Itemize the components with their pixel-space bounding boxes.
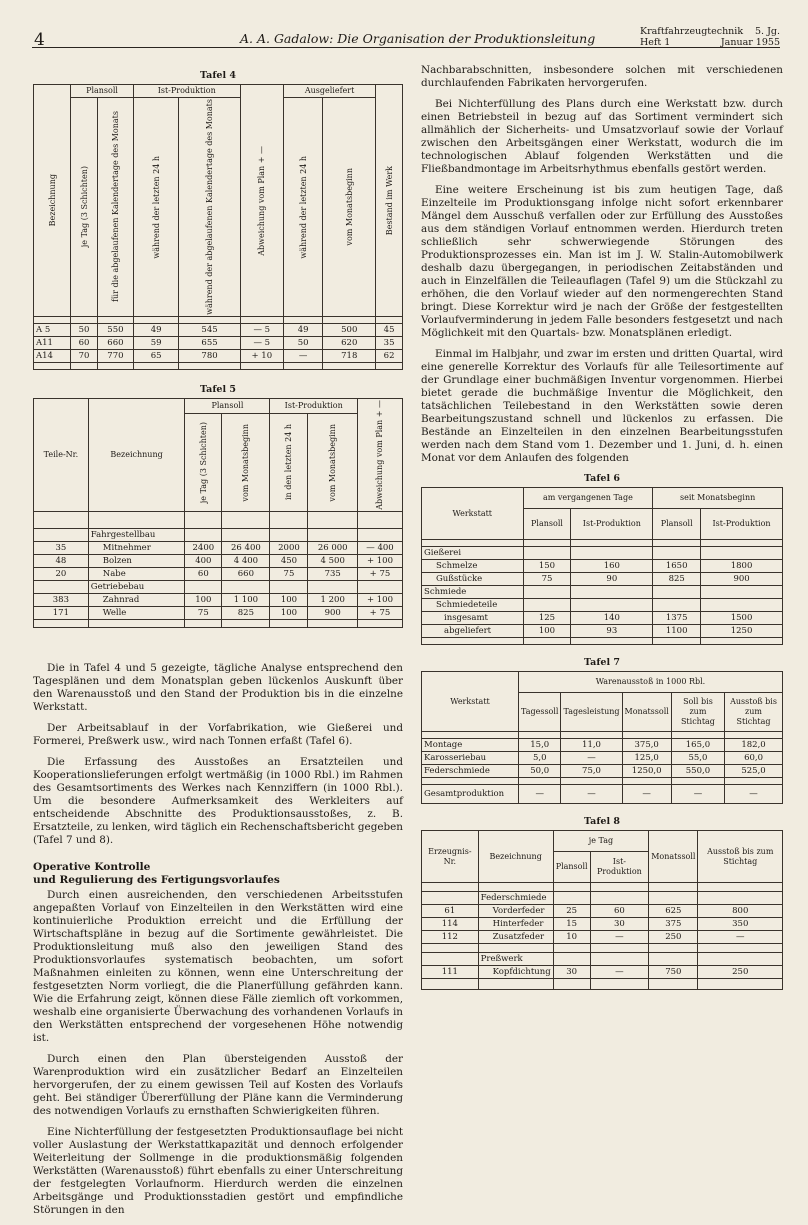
table-cell: 2400	[185, 541, 222, 554]
table-cell: 62	[376, 349, 403, 362]
table4-caption: Tafel 4	[200, 70, 236, 81]
table-row	[422, 752, 783, 765]
right-column	[421, 64, 783, 990]
table-cell: Mitnehmer	[88, 541, 185, 554]
table-cell: 660	[97, 336, 133, 349]
table-row	[422, 560, 783, 573]
t8-head-plansoll: Plansoll	[553, 852, 590, 883]
table-cell: 25	[553, 905, 590, 918]
paragraph: Die Erfassung des Ausstoßes an Ersatzteilen und Kooperationslieferungen erfolgt wertmäßig (in 1000 Rbl.) im Rahmen des Gesamtsortiments des Werkes nach Kennziffern (in 1000 Rbl.). Um die besondere Aufmerksamkeit des Werkleiters auf entscheidende Abschnitte des Produktionsausstoßes, z. B. Ersatzteile, zu lenken, wird täglich ein Rechenschaftsbericht gegeben (Tafel 7 und 8).	[33, 755, 403, 846]
t7-head-warenausstoss: Warenausstoß in 1000 Rbl.	[519, 672, 783, 693]
t7-head-tagessoll: Tagessoll	[519, 693, 561, 732]
table-cell: 525,0	[725, 765, 783, 778]
journal-issue: Heft 1	[640, 37, 671, 48]
table-cell: 15	[553, 918, 590, 931]
table-cell: 660	[222, 567, 270, 580]
table-cell: Vorderfeder	[478, 905, 553, 918]
page-number: 4	[34, 30, 45, 50]
table-row	[422, 612, 783, 625]
t7-head-ausstoss-stichtag: Ausstoß bis zum Stichtag	[725, 693, 783, 732]
t6-head-ist: Ist-Produktion	[571, 509, 653, 540]
table-cell: —	[622, 785, 671, 804]
table-row	[422, 573, 783, 586]
table-cell: —	[283, 349, 322, 362]
table-cell: 2000	[270, 541, 308, 554]
table-cell: —	[590, 931, 649, 944]
table-cell: Karosseriebau	[422, 752, 519, 765]
t5-head-vommonat2: vom Monatsbeginn	[328, 423, 338, 502]
table-cell: 140	[571, 612, 653, 625]
t5-head-letzten24: in den letzten 24 h	[284, 424, 294, 501]
table-cell: insgesamt	[422, 612, 524, 625]
table-cell: 100	[270, 606, 308, 619]
paragraph: Durch einen den Plan übersteigenden Ausstoß der Warenproduktion wird ein zusätzlicher Bedarf an Einzelteilen hervorgerufen, der zu einem gewissen Teil auf Kosten des Vorlaufs geht. Bei ständiger Übererfüllung der Pläne kann die Verminderung des notwendigen Vorlaufs zu ernsthaften Schwierigkeiten führen.	[33, 1052, 403, 1117]
table-cell: 450	[270, 554, 308, 567]
table-cell: A 5	[34, 323, 71, 336]
table4	[33, 84, 403, 370]
table-cell: 900	[701, 573, 783, 586]
table-row	[34, 336, 403, 349]
table-cell: 10	[553, 931, 590, 944]
table-cell: 735	[308, 567, 358, 580]
table-cell: 1650	[653, 560, 701, 573]
table-cell: Bolzen	[88, 554, 185, 567]
table-cell: Kopfdichtung	[478, 966, 553, 979]
table-cell: 100	[185, 593, 222, 606]
table-cell: —	[725, 785, 783, 804]
table-cell: 26 000	[308, 541, 358, 554]
section-heading-line1: Operative Kontrolle	[33, 860, 151, 873]
table-cell: 171	[34, 606, 89, 619]
table-row	[422, 739, 783, 752]
table-cell: 11,0	[561, 739, 622, 752]
t5-head-plansoll: Plansoll	[185, 398, 270, 413]
table-cell: 182,0	[725, 739, 783, 752]
table-cell: 100	[270, 593, 308, 606]
table-row	[422, 931, 783, 944]
table-cell: —	[561, 785, 622, 804]
table-cell: 383	[34, 593, 89, 606]
table-cell: 655	[179, 336, 240, 349]
table-row	[34, 528, 403, 541]
table-row	[422, 953, 783, 966]
table-cell: 26 400	[222, 541, 270, 554]
t4-head-bestand: Bestand im Werk	[384, 165, 394, 236]
table-cell: 111	[422, 966, 479, 979]
table-cell: 625	[649, 905, 698, 918]
t4-head-plansoll: Plansoll	[71, 85, 134, 98]
journal-date: Januar 1955	[720, 37, 780, 48]
table-cell: 100	[523, 625, 571, 638]
table-cell: 50	[71, 323, 98, 336]
table-cell: 60	[71, 336, 98, 349]
table-row	[34, 567, 403, 580]
journal-volume: 5. Jg.	[755, 26, 780, 37]
t4-head-abgelaufenen: für die abgelaufenen Kalendertage des Monats	[110, 111, 120, 303]
left-column	[33, 64, 403, 1225]
table-cell: + 75	[357, 606, 402, 619]
table-row	[422, 599, 783, 612]
table-cell: 250	[649, 931, 698, 944]
paragraph: Der Arbeitsablauf in der Vorfabrikation, wie Gießerei und Formerei, Preßwerk usw., wird nach Tonnen erfaßt (Tafel 6).	[33, 721, 403, 747]
table-row	[422, 765, 783, 778]
table-cell: 150	[523, 560, 571, 573]
t5-head-abweichung: Abweichung vom Plan + —	[375, 399, 385, 510]
table-row	[422, 918, 783, 931]
table-cell: Federschmiede	[478, 892, 553, 905]
table-cell: Hinterfeder	[478, 918, 553, 931]
table-cell: — 400	[357, 541, 402, 554]
table-cell: A14	[34, 349, 71, 362]
table-cell: 5,0	[519, 752, 561, 765]
table-cell: 4 500	[308, 554, 358, 567]
table-cell: + 100	[357, 554, 402, 567]
table-cell: 900	[308, 606, 358, 619]
table-row	[422, 547, 783, 560]
table-cell: 1 100	[222, 593, 270, 606]
t4-head-ausgeliefert: Ausgeliefert	[283, 85, 375, 98]
table-cell: 165,0	[671, 739, 724, 752]
table-cell: 125	[523, 612, 571, 625]
table-cell: Getriebebau	[88, 580, 185, 593]
paragraph: Die in Tafel 4 und 5 gezeigte, tägliche Analyse entsprechend den Tagesplänen und dem Monatsplan geben lückenlos Auskunft über den Warenausstoß und den Stand der Produktion bis in die einzelne Werkstatt.	[33, 661, 403, 713]
table-cell: 61	[422, 905, 479, 918]
table-cell: 1800	[701, 560, 783, 573]
table-cell: 620	[323, 336, 376, 349]
table8-caption: Tafel 8	[584, 816, 620, 827]
table-cell: + 75	[357, 567, 402, 580]
t8-head-ist: Ist-Produktion	[590, 852, 649, 883]
table-cell: 800	[698, 905, 783, 918]
table-cell: Schmelze	[422, 560, 524, 573]
table-cell: 93	[571, 625, 653, 638]
t5-head-bezeichnung: Bezeichnung	[88, 398, 185, 511]
journal-info	[640, 26, 780, 48]
paragraph: Einmal im Halbjahr, und zwar im ersten und dritten Quartal, wird eine generelle Korrektur des Vorlaufs für alle Teilesortimente auf der Grundlage einer buchmäßigen Inventur vorgenommen. Hierbei bietet gerade die buchmäßige Inventur die Möglichkeit, den tatsächlichen Teilebestand in den Werkstätten sowie deren Bearbeitungszustand schnell und lückenlos zu erfassen. Die Bestände an Einzelteilen in den einzelnen Bearbeitungsstufen werden nach dem Stand vom 1. Dezember und 1. Juni, d. h. einen Monat vor dem Anlaufen des folgenden	[421, 348, 783, 464]
paragraph: Durch einen ausreichenden, den verschiedenen Arbeitsstufen angepaßten Vorlauf von Einzelteilen in den Werkstätten wird eine kontinuierliche Produktion erreicht und die Erfüllung der Wirtschaftspläne in bezug auf die Sortimente gewährleistet. Die Produktionsleitung muß also den jeweiligen Stand des Produktionsvorlaufes systematisch beobachten, um sofort Maßnahmen einleiten zu können, wenn eine Unterschreitung der festgesetzten Norm vorliegt, die die Planerfüllung gefährden kann. Wie die Erfahrung zeigt, können diese Fälle ziemlich oft vorkommen, weshalb eine organisierte Überwachung des vorhandenen Vorlaufs in den Werkstätten entsprechend der vorgesehenen Höhe notwendig ist.	[33, 888, 403, 1044]
table-cell: 780	[179, 349, 240, 362]
t6-head-plansoll: Plansoll	[523, 509, 571, 540]
t4-head-bezeichnung: Bezeichnung	[47, 174, 57, 227]
table-cell: 55,0	[671, 752, 724, 765]
table-cell: 1375	[653, 612, 701, 625]
table-cell: Welle	[88, 606, 185, 619]
table8	[421, 830, 783, 990]
t5-head-vommonat: vom Monatsbeginn	[241, 423, 251, 502]
table6-caption: Tafel 6	[584, 473, 620, 484]
table-cell: Fahrgestellbau	[88, 528, 185, 541]
table-cell: 75	[270, 567, 308, 580]
page-header	[0, 26, 808, 56]
running-title: A. A. Gadalow: Die Organisation der Produktionsleitung	[240, 31, 596, 46]
paragraph: Nachbarabschnitten, insbesondere solchen mit verschiedenen durchlaufenden Fabrikaten hervorgerufen.	[421, 64, 783, 89]
table-cell: 15,0	[519, 739, 561, 752]
table5-caption: Tafel 5	[200, 383, 236, 395]
table-cell: 1500	[701, 612, 783, 625]
table-row	[34, 593, 403, 606]
table-row	[422, 966, 783, 979]
t7-head-soll-stichtag: Soll bis zum Stichtag	[671, 693, 724, 732]
table-cell: 1250	[701, 625, 783, 638]
t5-head-ist: Ist-Produktion	[270, 398, 357, 413]
table-cell: 50	[283, 336, 322, 349]
table-cell: 350	[698, 918, 783, 931]
table-cell: —	[590, 966, 649, 979]
table-row	[34, 554, 403, 567]
table-row	[422, 892, 783, 905]
table6	[421, 487, 783, 645]
table-cell: Zahnrad	[88, 593, 185, 606]
table-cell: Gesamtproduktion	[422, 785, 519, 804]
journal-name: Kraftfahrzeugtechnik	[640, 26, 744, 37]
table-cell: Gießerei	[422, 547, 524, 560]
table-cell: 30	[590, 918, 649, 931]
table-row	[34, 580, 403, 593]
t4-head-abweichung: Abweichung vom Plan + —	[257, 145, 267, 256]
table-row	[34, 323, 403, 336]
table-cell: Schmiedeteile	[422, 599, 524, 612]
table-cell: 750	[649, 966, 698, 979]
table-cell: 1 200	[308, 593, 358, 606]
table-cell: Gußstücke	[422, 573, 524, 586]
table-cell: 60	[185, 567, 222, 580]
table-cell: 90	[571, 573, 653, 586]
t4-head-abgelaufenen2: während der abgelaufenen Kalendertage des Monats	[205, 99, 215, 315]
table-cell: 112	[422, 931, 479, 944]
t8-head-ausstoss: Ausstoß bis zum Stichtag	[698, 831, 783, 883]
table-cell: 75	[523, 573, 571, 586]
table-cell: —	[561, 752, 622, 765]
t8-head-jetag: je Tag	[553, 831, 649, 852]
table-row	[422, 785, 783, 804]
t5-head-jetag: je Tag (3 Schichten)	[198, 421, 208, 503]
table-cell: 1100	[653, 625, 701, 638]
table-cell: Montage	[422, 739, 519, 752]
table-cell: 375,0	[622, 739, 671, 752]
table-cell: A11	[34, 336, 71, 349]
table7	[421, 671, 783, 804]
t7-head-monatssoll: Monatssoll	[622, 693, 671, 732]
table-cell: 75,0	[561, 765, 622, 778]
t6-head-ist2: Ist-Produktion	[701, 509, 783, 540]
table-cell: Nabe	[88, 567, 185, 580]
t5-head-teilenr: Teile-Nr.	[34, 398, 89, 511]
t6-head-plansoll2: Plansoll	[653, 509, 701, 540]
section-heading-line2: und Regulierung des Fertigungsvorlaufes	[33, 873, 280, 886]
table-cell: Preßwerk	[478, 953, 553, 966]
table-row	[422, 586, 783, 599]
table-cell: 59	[133, 336, 179, 349]
t6-head-vergangen: am vergangenen Tage	[523, 488, 653, 509]
table-cell: 35	[376, 336, 403, 349]
t7-head-tagesleistung: Tagesleistung	[561, 693, 622, 732]
table-cell: 550,0	[671, 765, 724, 778]
t7-head-werkstatt: Werkstatt	[422, 672, 519, 732]
table-cell: — 5	[240, 336, 283, 349]
table-cell: 60	[590, 905, 649, 918]
t4-head-letzten24: während der letzten 24 h	[151, 155, 161, 259]
table-row	[422, 905, 783, 918]
table-cell: 60,0	[725, 752, 783, 765]
table-cell: 375	[649, 918, 698, 931]
table-cell: 114	[422, 918, 479, 931]
table-cell: 49	[133, 323, 179, 336]
table-cell: — 5	[240, 323, 283, 336]
t6-head-werkstatt: Werkstatt	[422, 488, 524, 540]
table-cell: 50,0	[519, 765, 561, 778]
paragraph: Eine weitere Erscheinung ist bis zum heutigen Tage, daß Einzelteile im Produktionsgang infolge nicht sofort erkennbarer Mängel dem Ausschuß verfallen oder zur Erfüllung des Ausstoßes aus dem ständigen Vorlauf entnommen werden. Hierdurch treten schließlich sehr schwerwiegende Störungen des Produktionsprozesses ein. Man ist im J. W. Stalin-Automobilwerk deshalb dazu übergegangen, in periodischen Zeitabständen und auch in Einzelfällen die Teileauflagen (Tafel 9) um die Stückzahl zu erhöhen, die den Vorlauf wieder auf den normengerechten Stand bringt. Diese Korrektur wird je nach der Größe der festgestellten Vorlaufverminderung in jedem Falle besonders festgesetzt und nach Möglichkeit mit den Quartals- bzw. Monatsplänen erledigt.	[421, 184, 783, 339]
table-cell: Federschmiede	[422, 765, 519, 778]
table-cell: 250	[698, 966, 783, 979]
table-cell: 48	[34, 554, 89, 567]
table-cell: 1250,0	[622, 765, 671, 778]
table-cell: 500	[323, 323, 376, 336]
table-cell: Schmiede	[422, 586, 524, 599]
table-cell: 4 400	[222, 554, 270, 567]
t4-head-jetag: je Tag (3 Schichten)	[79, 166, 89, 248]
table-cell: 160	[571, 560, 653, 573]
table-row	[34, 606, 403, 619]
table-cell: —	[698, 931, 783, 944]
table-row	[422, 625, 783, 638]
table-cell: 70	[71, 349, 98, 362]
table-cell: 20	[34, 567, 89, 580]
table-cell: 825	[653, 573, 701, 586]
table-cell: 35	[34, 541, 89, 554]
table-cell: Zusatzfeder	[478, 931, 553, 944]
table7-caption: Tafel 7	[584, 657, 620, 668]
table-cell: 400	[185, 554, 222, 567]
table5	[33, 398, 403, 628]
table-cell: 49	[283, 323, 322, 336]
table-cell: 30	[553, 966, 590, 979]
table-cell: —	[519, 785, 561, 804]
section-heading	[33, 861, 403, 887]
table-cell: 65	[133, 349, 179, 362]
t6-head-seit: seit Monatsbeginn	[653, 488, 783, 509]
t4-head-letzten24b: während der letzten 24 h	[298, 155, 308, 259]
table-cell: abgeliefert	[422, 625, 524, 638]
paragraph: Eine Nichterfüllung der festgesetzten Produktionsauflage bei nicht voller Auslastung der Werkstattkapazität und dennoch erfolgender Weiterleitung der Sollmenge in die produktionsmäßig folgenden Werkstätten (Warenausstoß) führt ebenfalls zu einer Unterschreitung der festgelegten Vorlaufnorm. Hierdurch werden die einzelnen Arbeitsgänge und Produktionsstadien gestört und empfindliche Störungen in den	[33, 1125, 403, 1216]
table-cell: 550	[97, 323, 133, 336]
table-cell: 770	[97, 349, 133, 362]
table-row	[34, 541, 403, 554]
table-cell: 125,0	[622, 752, 671, 765]
table-cell: + 10	[240, 349, 283, 362]
table-row	[34, 349, 403, 362]
table-cell: —	[671, 785, 724, 804]
table-cell: 545	[179, 323, 240, 336]
table-cell: 718	[323, 349, 376, 362]
table-cell: + 100	[357, 593, 402, 606]
t8-head-bezeichnung: Bezeichnung	[478, 831, 553, 883]
table-cell: 45	[376, 323, 403, 336]
header-rule	[32, 47, 780, 48]
t8-head-monatssoll: Monatssoll	[649, 831, 698, 883]
t4-head-ist: Ist-Produktion	[133, 85, 240, 98]
t8-head-erzeugnisnr: Erzeugnis-Nr.	[422, 831, 479, 883]
table-cell: 825	[222, 606, 270, 619]
table-cell: 75	[185, 606, 222, 619]
paragraph: Bei Nichterfüllung des Plans durch eine Werkstatt bzw. durch einen Betriebsteil in bezug auf das Sortiment vermindert sich allmählich der Sicherheits- und Umsatzvorlauf sowie der Vorlauf zwischen den Arbeitsgängen einer Werkstatt, wodurch die im technologischen Ablauf folgenden Werkstätten und die Fließbandmontage im Arbeitsrhythmus ebenfalls gestört werden.	[421, 98, 783, 175]
t4-head-vommonat: vom Monatsbeginn	[344, 168, 354, 246]
